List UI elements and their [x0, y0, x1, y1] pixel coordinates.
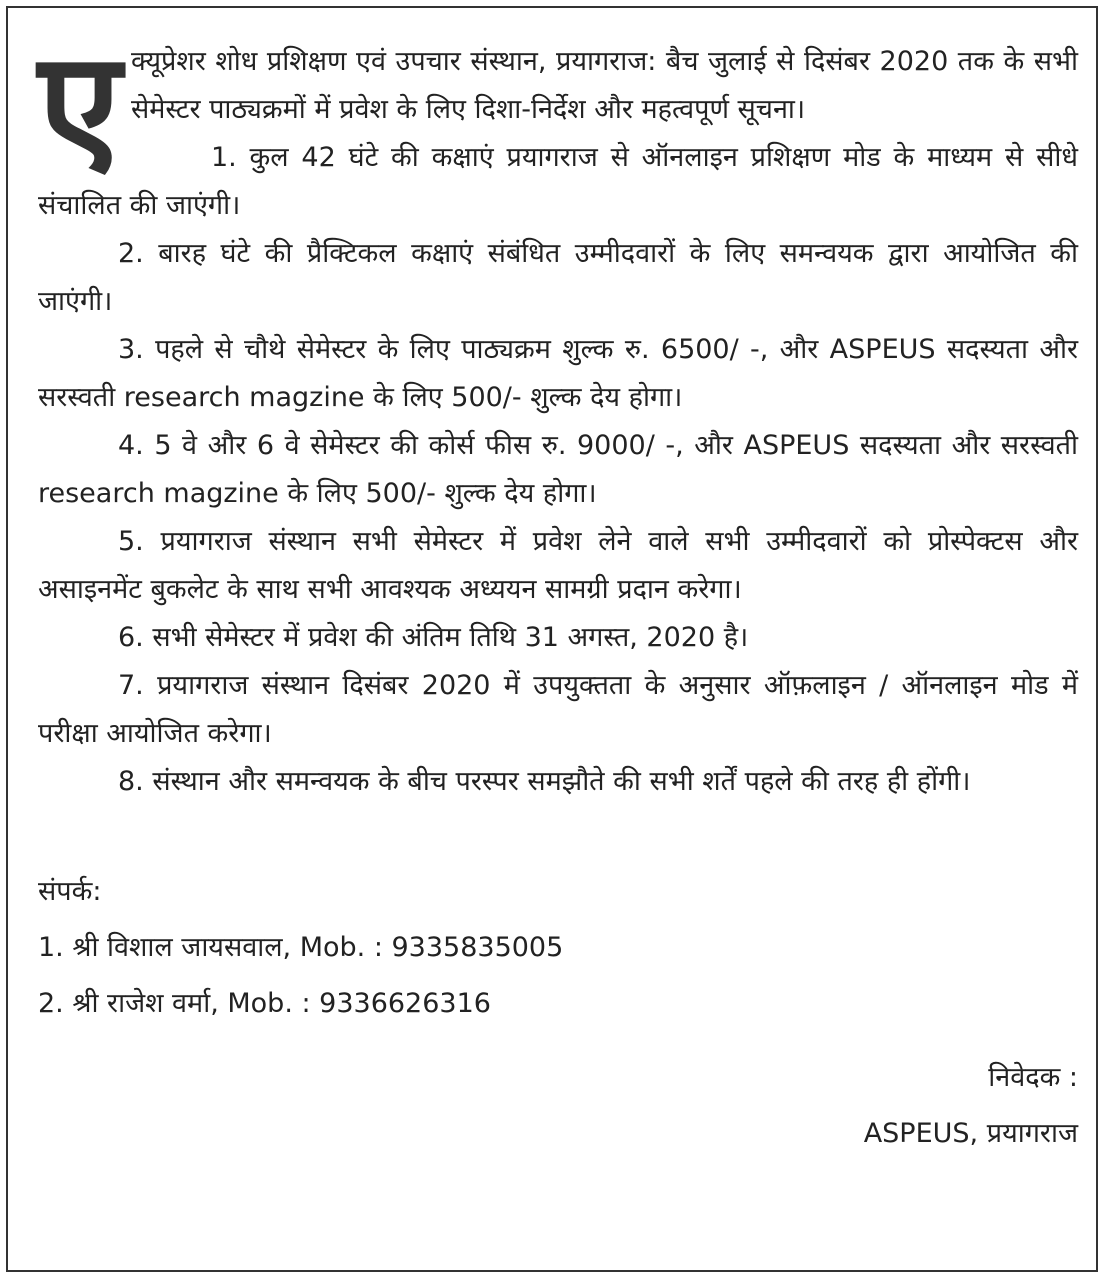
notice-frame [6, 6, 1098, 1272]
signature-block [38, 1050, 1078, 1162]
notice-item-5: 5. प्रयागराज संस्थान सभी सेमेस्टर में प्रवेश लेने वाले सभी उम्मीदवारों को प्रोस्पेक्टस और असाइनमेंट बुकलेट के साथ सभी आवश्यक अध्ययन सामग्री प्रदान करेगा। [38, 526, 1078, 605]
notice-item-6: 6. सभी सेमेस्टर में प्रवेश की अंतिम तिथि 31 अगस्त, 2020 है। [118, 622, 749, 653]
notice-item-7: 7. प्रयागराज संस्थान दिसंबर 2020 में उपयुक्तता के अनुसार ऑफ़लाइन / ऑनलाइन मोड में परीक्षा आयोजित करेगा। [38, 670, 1078, 749]
notice-item-4: 4. 5 वे और 6 वे सेमेस्टर की कोर्स फीस रु. 9000/ -, और ASPEUS सदस्यता और सरस्वती research magzine के लिए 500/- शुल्क देय होगा। [38, 430, 1078, 509]
notice-item-2: 2. बारह घंटे की प्रैक्टिकल कक्षाएं संबंधित उम्मीदवारों के लिए समन्वयक द्वारा आयोजित की जाएंगी। [38, 238, 1078, 317]
contact-person-1: 1. श्री विशाल जायसवाल, Mob. : 9335835005 [38, 932, 564, 963]
signature-org: ASPEUS, प्रयागराज [863, 1118, 1078, 1149]
contact-section [38, 864, 1078, 1032]
signature-label: निवेदक : [988, 1062, 1078, 1093]
notice-item-3: 3. पहले से चौथे सेमेस्टर के लिए पाठ्यक्रम शुल्क रु. 6500/ -, और ASPEUS सदस्यता और सरस्वती research magzine के लिए 500/- शुल्क देय होगा। [38, 334, 1078, 413]
notice-content [38, 18, 1078, 1162]
intro-text: क्यूप्रेशर शोध प्रशिक्षण एवं उपचार संस्थान, प्रयागराज: बैच जुलाई से दिसंबर 2020 तक के सभी सेमेस्टर पाठ्यक्रमों में प्रवेश के लिए दिशा-निर्देश और महत्वपूर्ण सूचना। [130, 46, 1078, 125]
contact-heading: संपर्क: [38, 876, 102, 907]
notice-item-1: 1. कुल 42 घंटे की कक्षाएं प्रयागराज से ऑनलाइन प्रशिक्षण मोड के माध्यम से सीधे संचालित की जाएंगी। [38, 142, 1078, 221]
notice-item-8: 8. संस्थान और समन्वयक के बीच परस्पर समझौते की सभी शर्तें पहले की तरह ही होंगी। [118, 766, 971, 797]
drop-cap-letter: ए [38, 18, 121, 194]
contact-person-2: 2. श्री राजेश वर्मा, Mob. : 9336626316 [38, 988, 491, 1019]
